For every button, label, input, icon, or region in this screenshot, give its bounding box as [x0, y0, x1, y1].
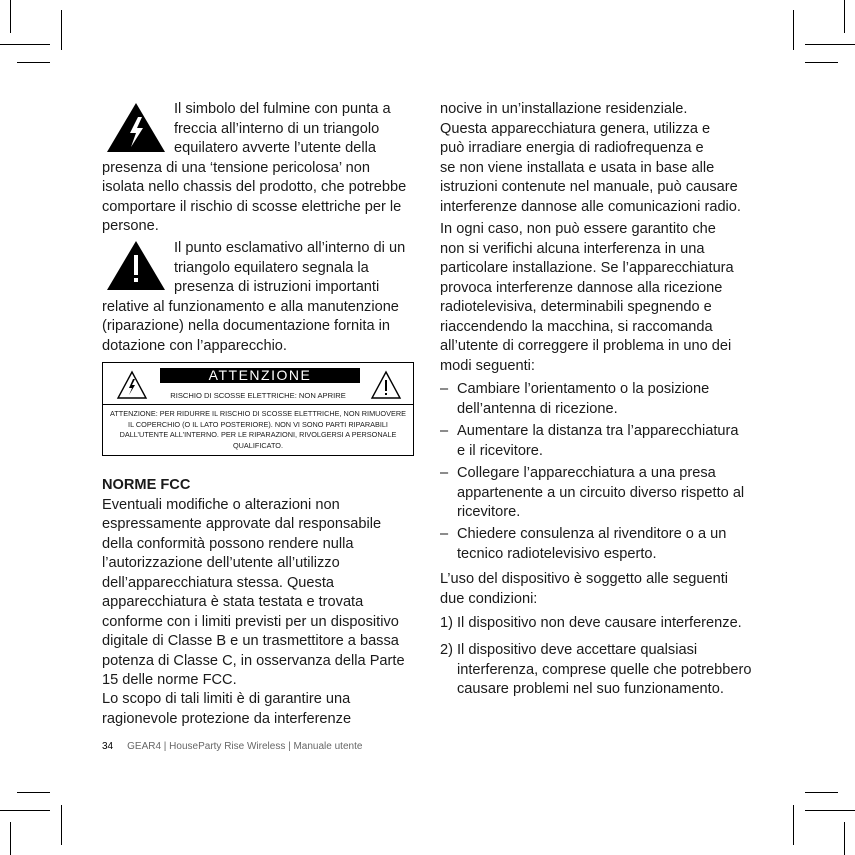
text-line: Cambiare l’orientamento o la posizione	[457, 381, 710, 397]
scope-paragraph	[102, 690, 351, 729]
condition-number: 1)	[440, 615, 453, 631]
text-line: radiotelevisiva, determinabili spegnendo e	[440, 299, 712, 315]
text-line: l’autorizzazione dell’utente all’utilizzo	[102, 555, 340, 571]
text-line: due condizioni:	[440, 590, 538, 607]
text-line: equilatero avverte l’utente della	[174, 140, 377, 156]
text-line: Questa apparecchiatura genera, utilizza e	[440, 120, 711, 137]
text-line: particolare installazione. Se l’apparecchiatura	[440, 260, 734, 276]
text-line: ricevitore.	[457, 504, 521, 520]
text-line: provoca interferenze dannose alla ricezione	[440, 279, 723, 296]
text-line: espressamente approvate dal responsabile	[102, 516, 382, 532]
text-line: persone.	[102, 218, 159, 234]
text-line: istruzioni contenute nel manuale, può causare	[440, 179, 738, 195]
divider	[103, 404, 413, 405]
text-line: Il dispositivo non deve causare interferenze.	[457, 615, 742, 631]
text-line: triangolo equilatero segnala la	[174, 259, 369, 276]
dash-bullet: –	[440, 526, 449, 542]
text-line: dotazione con l’apparecchio.	[102, 337, 287, 354]
text-line: Lo scopo di tali limiti è di garantire una	[102, 691, 351, 707]
warning-subtitle: RISCHIO DI SCOSSE ELETTRICHE: NON APRIRE	[170, 391, 346, 400]
page-number: 34	[102, 741, 114, 752]
text-line: se non viene installata e usata in base alle	[440, 159, 715, 176]
text-line: interferenze dannose alle comunicazioni radio.	[440, 198, 741, 215]
text-line: tecnico radiotelevisivo esperto.	[457, 545, 657, 562]
dash-bullet: –	[440, 381, 449, 397]
warning-body: ATTENZIONE: PER RIDURRE IL RISCHIO DI SCOSSE ELETTRICHE, NON RIMUOVERE IL COPERCHIO (O IL LATO POSTERIORE). NON VI SONO PARTI RIPARABILI DALL’UTENTE ALL’INTERNO. PER LE RIPARAZIONI, RIVOLGERSI A PERSONALE QUALIFICATO.	[110, 409, 406, 450]
right-para-2	[440, 220, 734, 376]
lightning-paragraph	[102, 100, 406, 237]
text-line: presenza di istruzioni importanti	[174, 279, 380, 295]
text-line: dell’apparecchiatura stessa. Questa	[102, 574, 335, 591]
condition-number: 2)	[440, 642, 453, 658]
exclamation-triangle-icon	[371, 371, 401, 399]
text-line: digitale di Classe B e un trasmettitore a bassa	[102, 633, 399, 649]
text-line: e il ricevitore.	[457, 442, 543, 459]
text-line: 15 delle norme FCC.	[102, 672, 237, 688]
text-line: nocive in un’installazione residenziale.	[440, 101, 688, 117]
text-line: apparecchiatura è stata testata e trovata	[102, 594, 364, 610]
text-line: Il punto esclamativo all’interno di un	[174, 240, 406, 256]
text-line: Aumentare la distanza tra l’apparecchiatura	[457, 423, 739, 439]
text-line: appartenente a un circuito diverso rispetto al	[457, 484, 745, 501]
warning-title: ATTENZIONE	[160, 368, 360, 383]
text-line: Chiedere consulenza al rivenditore o a un	[457, 526, 727, 542]
text-line: modi seguenti:	[440, 357, 535, 374]
text-line: interferenza, comprese quelle che potrebbero	[457, 661, 752, 678]
text-line: dell’antenna di ricezione.	[457, 400, 618, 417]
page-footer	[102, 741, 362, 753]
dash-bullet: –	[440, 465, 449, 481]
text-line: L’uso del dispositivo è soggetto alle seguenti	[440, 571, 729, 587]
exclamation-paragraph	[102, 239, 405, 356]
text-line: riaccendendo la macchina, si raccomanda	[440, 318, 713, 335]
fcc-heading: NORME FCC	[102, 477, 191, 493]
text-line: conforme con i limiti previsti per un dispositivo	[102, 613, 399, 630]
text-line: all’utente di correggere il problema in uno dei	[440, 338, 732, 354]
text-line: Il dispositivo deve accettare qualsiasi	[457, 642, 698, 658]
text-line: Collegare l’apparecchiatura a una presa	[457, 465, 716, 481]
text-line: Il simbolo del fulmine con punta a	[174, 101, 391, 117]
text-line: In ogni caso, non può essere garantito che	[440, 221, 716, 237]
text-line: causare problemi nel suo funzionamento.	[457, 681, 724, 697]
footer-title: GEAR4 | HouseParty Rise Wireless | Manuale utente	[127, 741, 363, 752]
text-line: potenza di Classe C, in osservanza della Parte	[102, 652, 405, 669]
warning-box	[102, 362, 414, 456]
right-para-1	[440, 100, 741, 217]
text-line: (riparazione) nella documentazione fornita in	[102, 318, 390, 334]
text-line: non si verifichi alcuna interferenza in una	[440, 240, 705, 257]
text-line: ragionevole protezione da interferenze	[102, 710, 352, 727]
text-line: presenza di una ‘tensione pericolosa’ non	[102, 159, 371, 176]
text-line: Eventuali modifiche o alterazioni non	[102, 496, 340, 513]
fcc-section	[102, 476, 405, 691]
text-line: freccia all’interno di un triangolo	[174, 120, 380, 137]
text-line: relative al funzionamento e alla manutenzione	[102, 298, 399, 315]
text-line: della conformità possono rendere nulla	[102, 535, 354, 552]
dash-bullet: –	[440, 423, 449, 439]
conditions-intro	[440, 570, 728, 609]
text-line: può irradiare energia di radiofrequenza e	[440, 140, 704, 156]
text-line: isolata nello chassis del prodotto, che potrebbe	[102, 179, 407, 195]
text-line: comportare il rischio di scosse elettriche per le	[102, 198, 402, 215]
